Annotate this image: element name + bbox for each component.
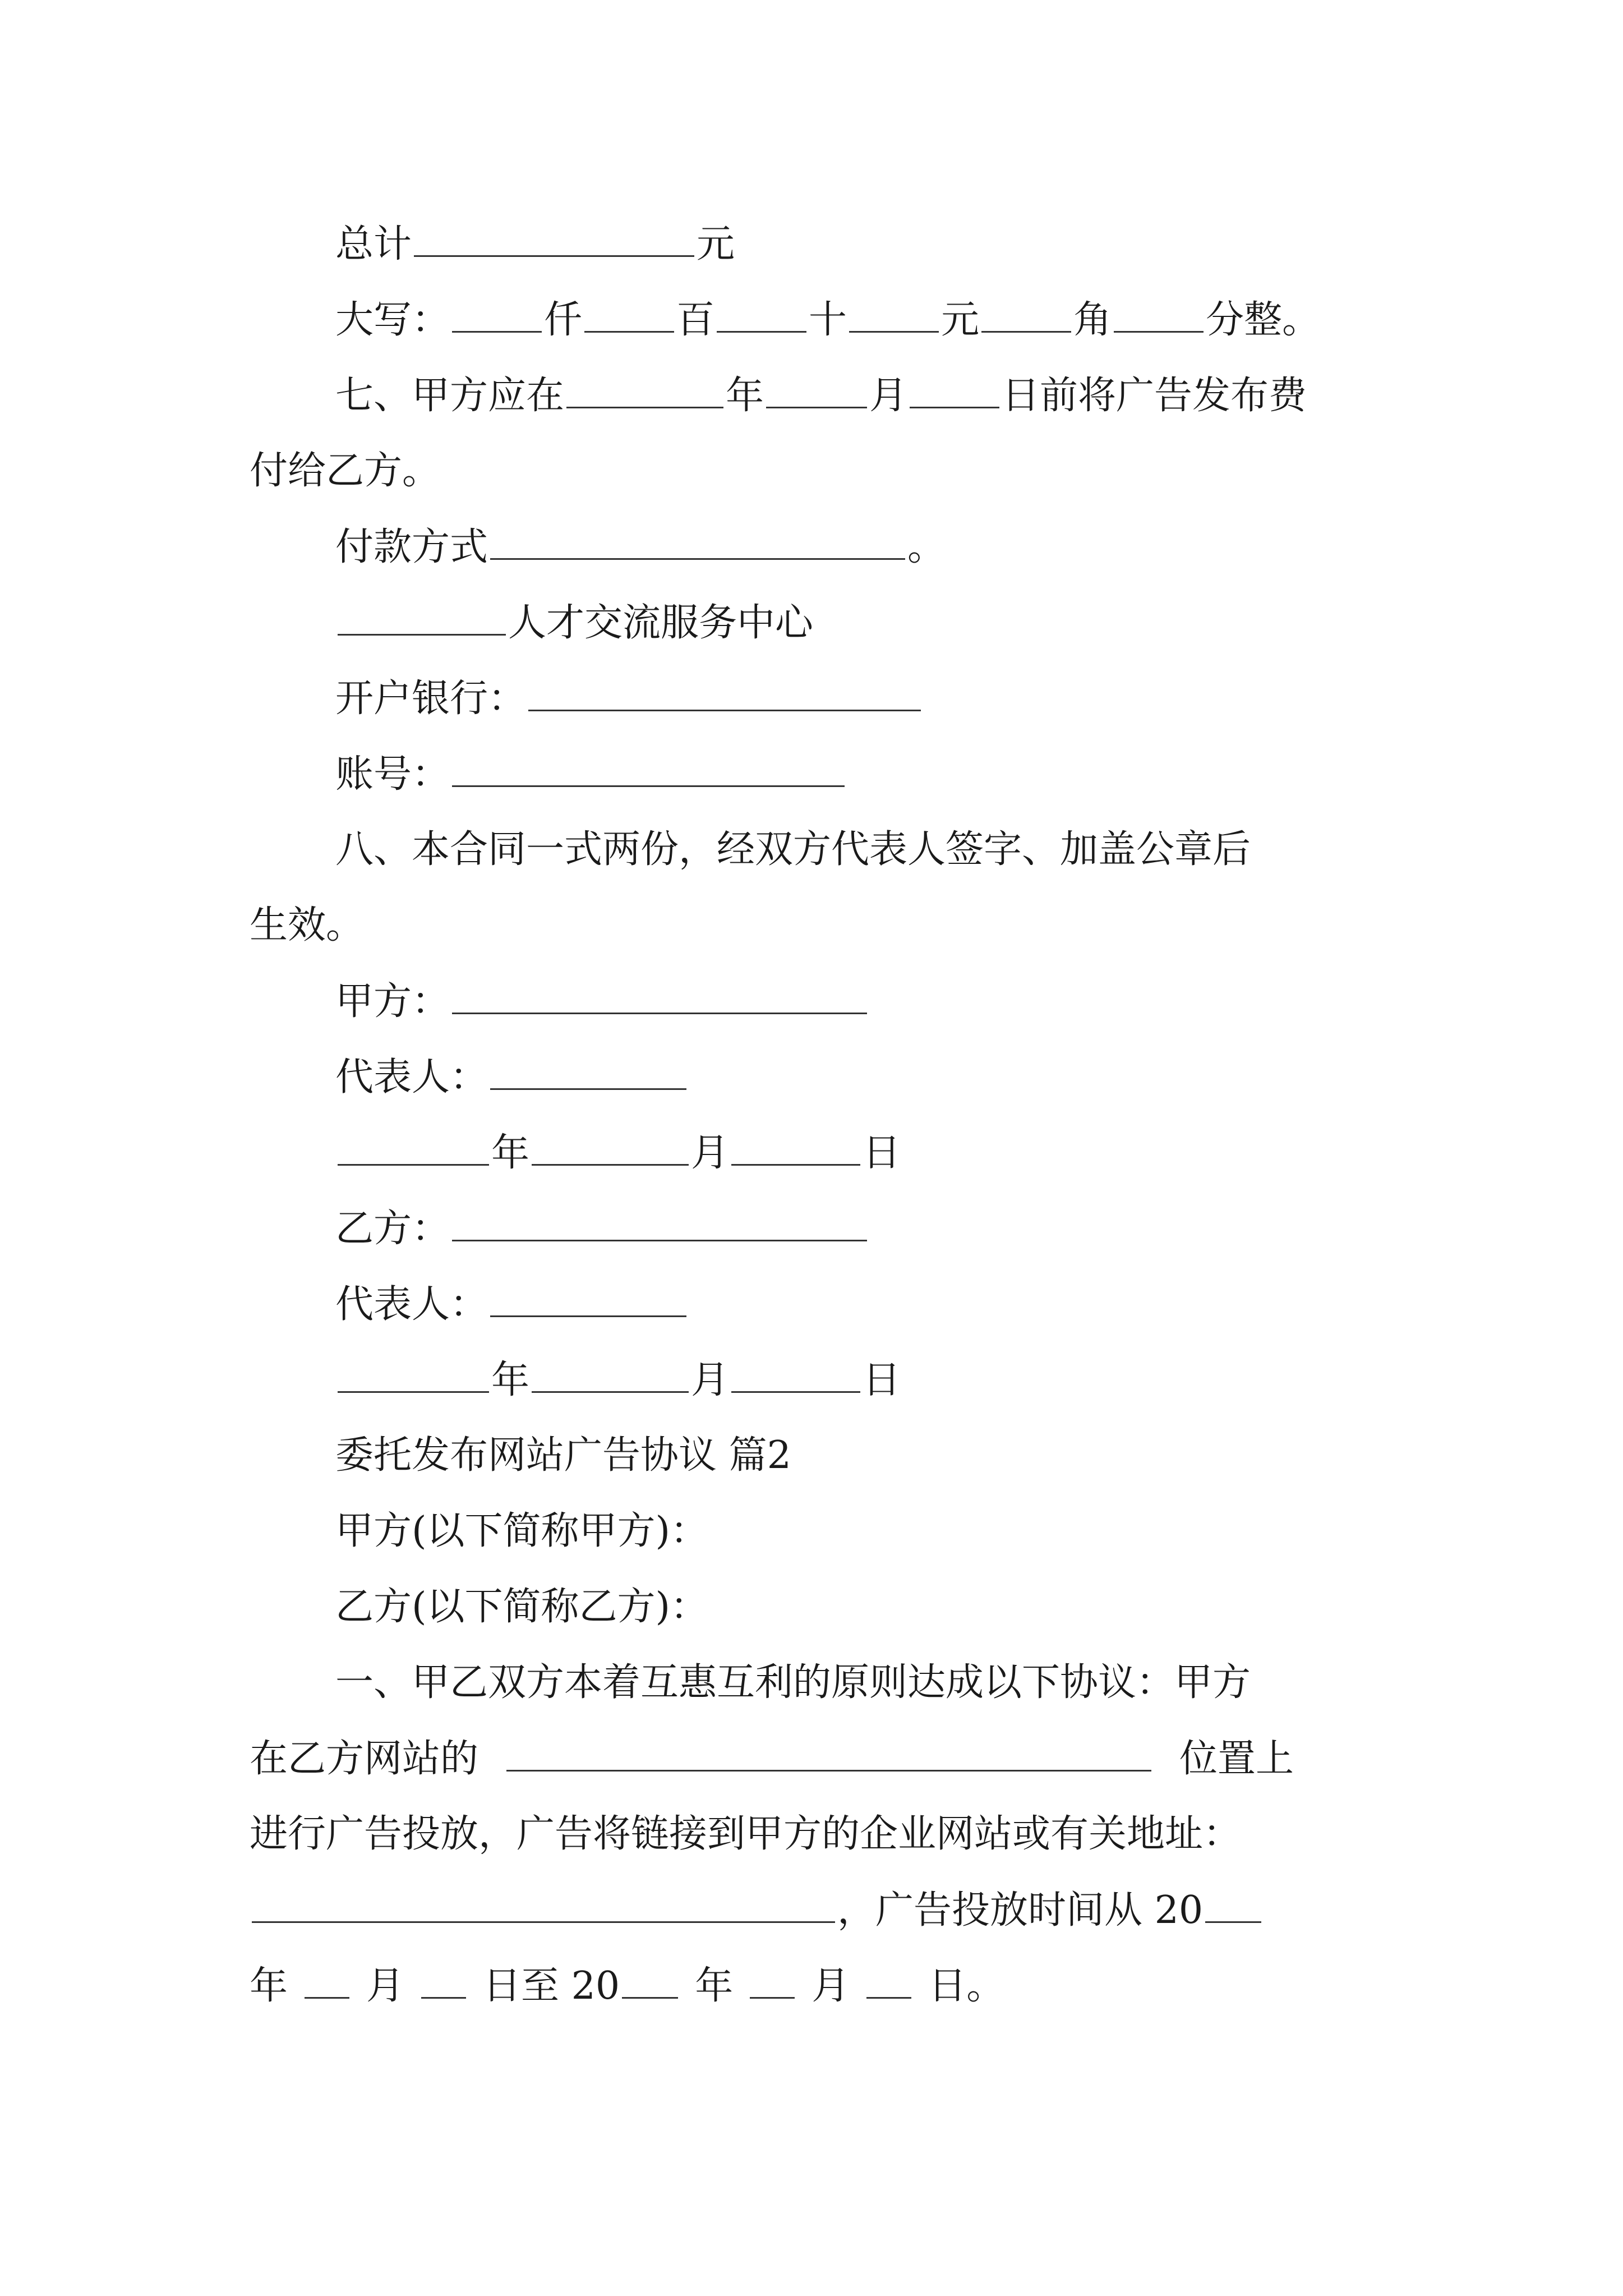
total-label: 总计 bbox=[335, 222, 412, 266]
blank bbox=[421, 1958, 466, 1999]
clause7-text-2: 日前将广告发布费 bbox=[1002, 374, 1307, 418]
total-blank bbox=[414, 216, 694, 257]
center-blank bbox=[338, 595, 506, 636]
blank bbox=[866, 1958, 911, 1999]
para1-line4 bbox=[250, 1882, 1264, 1938]
party-a2-line: 甲方(以下简称甲方)： bbox=[335, 1509, 709, 1553]
month-a: 月 bbox=[366, 1964, 405, 2008]
day-to: 日至 20 bbox=[483, 1964, 620, 2008]
month-label: 月 bbox=[691, 1131, 730, 1175]
clause7-text: 七、甲方应在 bbox=[335, 374, 565, 418]
account-label: 账号： bbox=[335, 752, 450, 797]
rep-label: 代表人： bbox=[335, 1055, 488, 1099]
rep-blank bbox=[490, 1049, 686, 1090]
blank bbox=[1114, 292, 1204, 333]
blank bbox=[981, 292, 1071, 333]
blank bbox=[731, 1352, 860, 1393]
day2-label: 日 bbox=[863, 1358, 901, 1402]
account-blank bbox=[452, 746, 845, 787]
blank bbox=[452, 292, 542, 333]
center-line bbox=[335, 595, 813, 651]
center-name: 人才交流服务中心 bbox=[508, 601, 814, 645]
rep-line bbox=[335, 1049, 689, 1105]
day-label: 日 bbox=[863, 1131, 901, 1175]
blank bbox=[532, 1352, 689, 1393]
blank bbox=[910, 367, 999, 408]
blank bbox=[766, 367, 867, 408]
bank-blank bbox=[528, 670, 921, 711]
year2-label: 年 bbox=[491, 1358, 530, 1402]
total-unit: 元 bbox=[697, 222, 735, 266]
para1-line2 bbox=[250, 1731, 1294, 1787]
section-title: 委托发布网站广告协议 篇2 bbox=[335, 1433, 791, 1478]
party-a-label: 甲方： bbox=[335, 979, 450, 1024]
party-b-line bbox=[335, 1200, 869, 1257]
address-blank bbox=[252, 1882, 835, 1923]
clause7-year: 年 bbox=[726, 374, 764, 418]
payment-end: 。 bbox=[907, 525, 946, 569]
clause7-line bbox=[335, 367, 1307, 424]
blank bbox=[731, 1125, 860, 1166]
party-b2-line: 乙方(以下简称乙方)： bbox=[335, 1585, 709, 1629]
clause7-continued: 付给乙方。 bbox=[250, 449, 441, 493]
bank-line bbox=[335, 670, 923, 726]
blank bbox=[849, 292, 939, 333]
party-a-line bbox=[335, 973, 869, 1029]
rep2-label: 代表人： bbox=[335, 1282, 488, 1327]
blank bbox=[566, 367, 723, 408]
unit-fen: 分整。 bbox=[1206, 298, 1321, 342]
para1-text-2: 位置上 bbox=[1179, 1737, 1294, 1781]
para1-text: 在乙方网站的 bbox=[250, 1737, 479, 1781]
payment-label: 付款方式 bbox=[335, 525, 488, 569]
unit-bai: 百 bbox=[676, 298, 715, 342]
blank bbox=[1205, 1882, 1261, 1923]
daxie-line bbox=[335, 292, 1320, 348]
party-a-blank bbox=[452, 973, 867, 1014]
bank-label: 开户银行： bbox=[335, 677, 527, 721]
blank bbox=[305, 1958, 349, 1999]
account-line bbox=[335, 746, 847, 802]
unit-shi: 十 bbox=[809, 298, 847, 342]
blank bbox=[532, 1125, 689, 1166]
month-b: 月 bbox=[811, 1964, 850, 2008]
year-label: 年 bbox=[491, 1131, 530, 1175]
blank bbox=[717, 292, 806, 333]
unit-yuan: 元 bbox=[941, 298, 980, 342]
para1-line3: 进行广告投放，广告将链接到甲方的企业网站或有关地址： bbox=[250, 1812, 1242, 1856]
party-b-label: 乙方： bbox=[335, 1207, 450, 1251]
month2-label: 月 bbox=[691, 1358, 730, 1402]
date-line bbox=[335, 1125, 901, 1181]
blank bbox=[622, 1958, 678, 1999]
rep2-line bbox=[335, 1276, 689, 1332]
day-end: 日。 bbox=[928, 1964, 1005, 2008]
position-blank bbox=[506, 1731, 1151, 1772]
clause7-month: 月 bbox=[869, 374, 908, 418]
blank bbox=[750, 1958, 795, 1999]
payment-blank bbox=[490, 519, 905, 560]
rep2-blank bbox=[490, 1276, 686, 1317]
date2-line bbox=[335, 1352, 901, 1408]
clause8-line: 八、本合同一式两份，经双方代表人签字、加盖公章后 bbox=[335, 827, 1251, 872]
payment-line bbox=[335, 519, 946, 575]
year-b: 年 bbox=[695, 1964, 734, 2008]
unit-qian: 仟 bbox=[544, 298, 583, 342]
total-line bbox=[335, 216, 735, 272]
year-a: 年 bbox=[250, 1964, 288, 2008]
para1-text-3: ，广告投放时间从 20 bbox=[837, 1888, 1204, 1932]
unit-jiao: 角 bbox=[1073, 298, 1112, 342]
para1-line5 bbox=[250, 1958, 1004, 2014]
blank bbox=[338, 1352, 489, 1393]
party-b-blank bbox=[452, 1200, 867, 1241]
para1-line1: 一、甲乙双方本着互惠互利的原则达成以下协议：甲方 bbox=[335, 1660, 1251, 1705]
blank bbox=[584, 292, 674, 333]
daxie-label: 大写： bbox=[335, 298, 450, 342]
blank bbox=[338, 1125, 489, 1166]
clause8-continued: 生效。 bbox=[250, 903, 365, 947]
